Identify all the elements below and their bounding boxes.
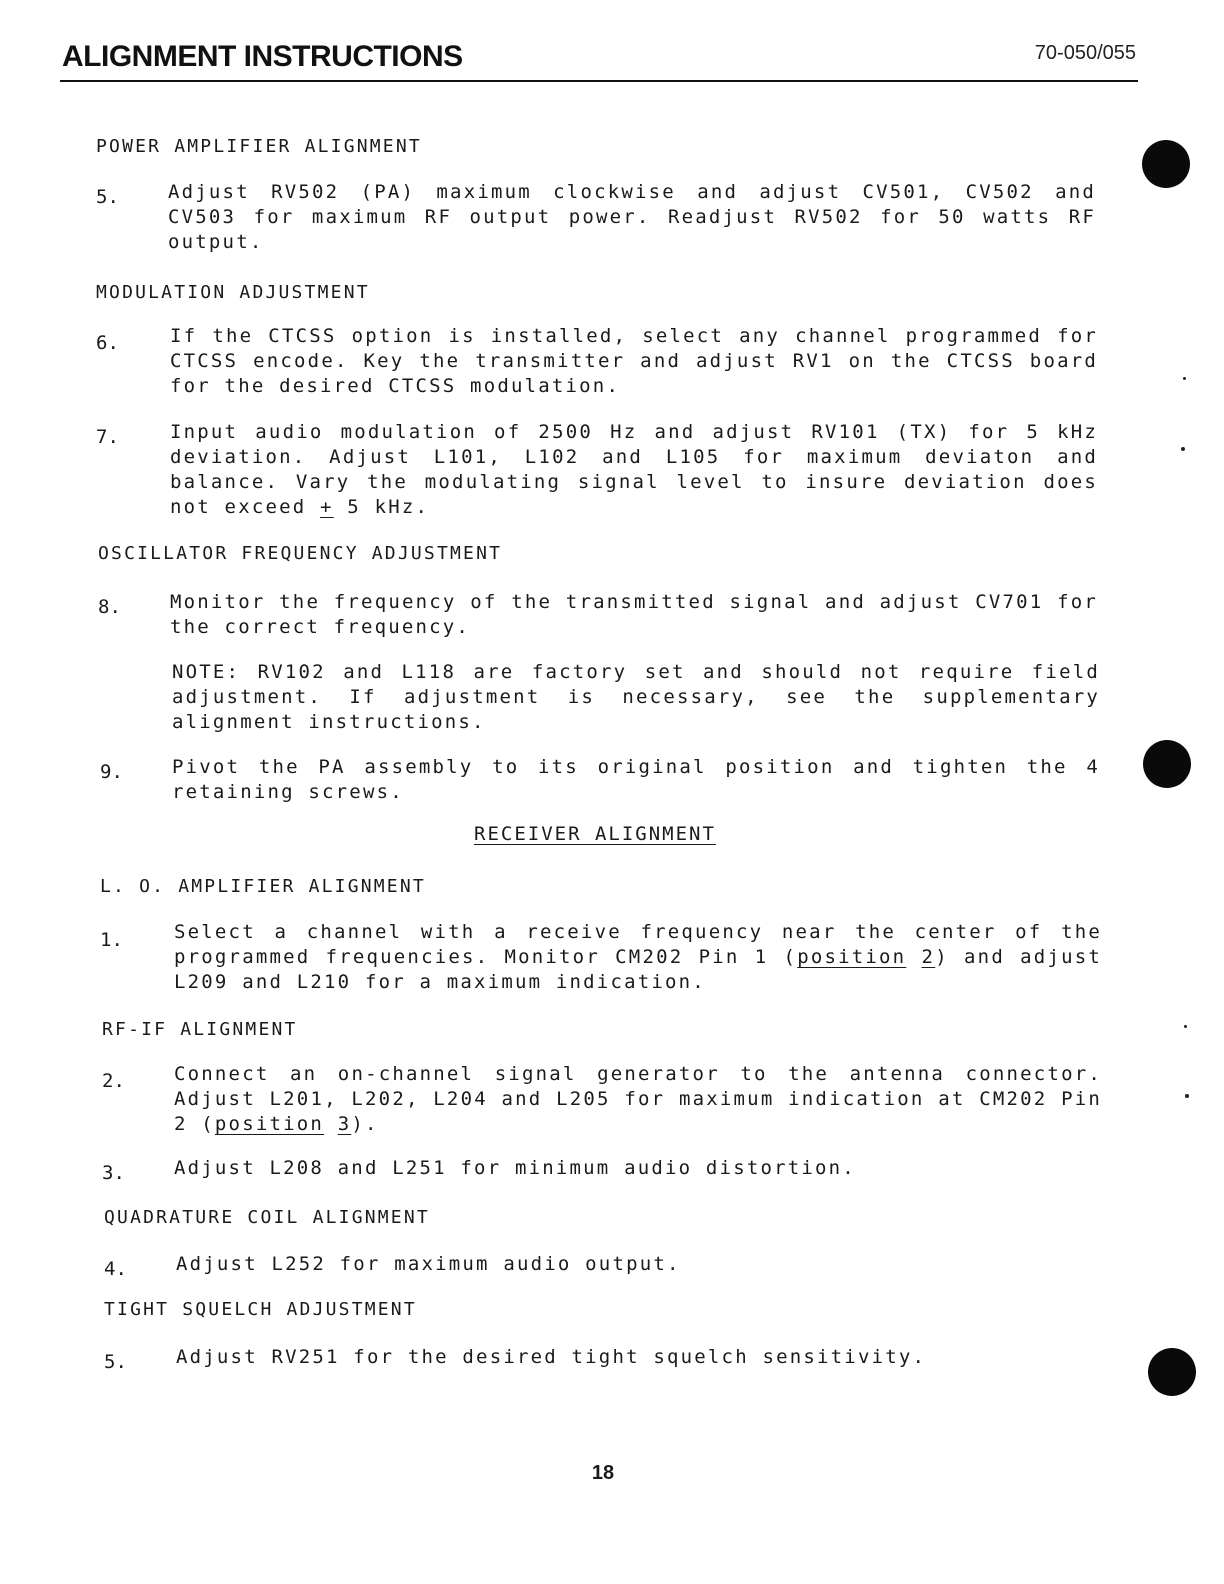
- step-text-part: 5 kHz.: [333, 496, 430, 518]
- page-title: ALIGNMENT INSTRUCTIONS: [62, 40, 463, 73]
- step-text: Pivot the PA assembly to its original position and tighten the 4 retaining screws.: [172, 756, 1100, 803]
- step-text: [174, 920, 1102, 995]
- section-heading-oscillator: OSCILLATOR FREQUENCY ADJUSTMENT: [98, 543, 503, 564]
- step-text: Adjust RV251 for the desired tight squelch sensitivity.: [176, 1346, 927, 1368]
- scan-speck: [1181, 447, 1185, 451]
- step-number: 9.: [100, 761, 123, 783]
- step-text-part: ) and adjust L209 and L210 for a maximum indication.: [174, 946, 1103, 993]
- section-heading-power-amplifier: POWER AMPLIFIER ALIGNMENT: [96, 136, 422, 157]
- step-number: 1.: [100, 929, 123, 951]
- plus-minus-symbol: +: [320, 496, 334, 518]
- note-text: NOTE: RV102 and L118 are factory set and should not require field adjustment. If adjustment is necessary, see the supplementary alignment instructions.: [172, 661, 1100, 733]
- step-text: Adjust L208 and L251 for minimum audio distortion.: [174, 1157, 856, 1179]
- step-number: 4.: [104, 1258, 127, 1280]
- position-word: position: [214, 1113, 325, 1135]
- step-text: If the CTCSS option is installed, select any channel programmed for CTCSS encode. Key the transmitter and adjust RV1 on the CTCSS board for the desired CTCSS modulation.: [170, 325, 1098, 397]
- step-number: 8.: [98, 596, 121, 618]
- section-heading-quadrature: QUADRATURE COIL ALIGNMENT: [104, 1207, 430, 1228]
- step-text: [170, 420, 1098, 520]
- step-text-part: Input audio modulation of 2500 Hz and adjust RV101 (TX) for 5 kHz deviation. Adjust L101, L102 and L105 for maximum deviaton and balance. Vary the modulating signal level to insure deviation does not exceed: [170, 421, 1098, 518]
- step-text: Monitor the frequency of the transmitted signal and adjust CV701 for the correct frequency.: [170, 591, 1098, 638]
- section-heading-tight-squelch: TIGHT SQUELCH ADJUSTMENT: [104, 1299, 417, 1320]
- step-number: 2.: [102, 1070, 125, 1092]
- section-heading-rf-if: RF-IF ALIGNMENT: [102, 1019, 298, 1040]
- section-heading-modulation: MODULATION ADJUSTMENT: [96, 282, 370, 303]
- scan-speck: [1185, 1094, 1189, 1098]
- step-number: 6.: [96, 332, 119, 354]
- step-text-part: ).: [351, 1113, 379, 1135]
- step-number: 5.: [96, 186, 119, 208]
- step-text-part: Connect an on-channel signal generator to the antenna connector. Adjust L201, L202, L204 and L205 for maximum indication at CM202 Pin 2 (: [174, 1063, 1102, 1135]
- scan-speck: [1183, 377, 1186, 380]
- scan-speck: [1184, 1025, 1187, 1028]
- page-number: 18: [591, 1462, 615, 1484]
- position-number: 3: [337, 1113, 352, 1135]
- step-text: Adjust RV502 (PA) maximum clockwise and adjust CV501, CV502 and CV503 for maximum RF output power. Readjust RV502 for 50 watts RF output.: [168, 181, 1096, 253]
- binder-hole-bottom: [1148, 1348, 1196, 1396]
- step-number: 5.: [104, 1351, 127, 1373]
- step-text-part: Select a channel with a receive frequency near the center of the programmed frequencies. Monitor CM202 Pin 1 (: [174, 921, 1102, 968]
- position-number: 2: [921, 946, 936, 968]
- section-heading-lo-amplifier: L. O. AMPLIFIER ALIGNMENT: [100, 876, 426, 897]
- step-number: 3.: [102, 1162, 125, 1184]
- header-rule: [60, 80, 1138, 82]
- step-text: [174, 1062, 1102, 1137]
- receiver-alignment-heading: RECEIVER ALIGNMENT: [474, 823, 716, 845]
- step-number: 7.: [96, 426, 119, 448]
- document-number: 70-050/055: [1034, 42, 1136, 64]
- binder-hole-middle: [1143, 740, 1191, 788]
- step-text: Adjust L252 for maximum audio output.: [176, 1253, 681, 1275]
- position-word: position: [797, 946, 907, 968]
- binder-hole-top: [1142, 140, 1190, 188]
